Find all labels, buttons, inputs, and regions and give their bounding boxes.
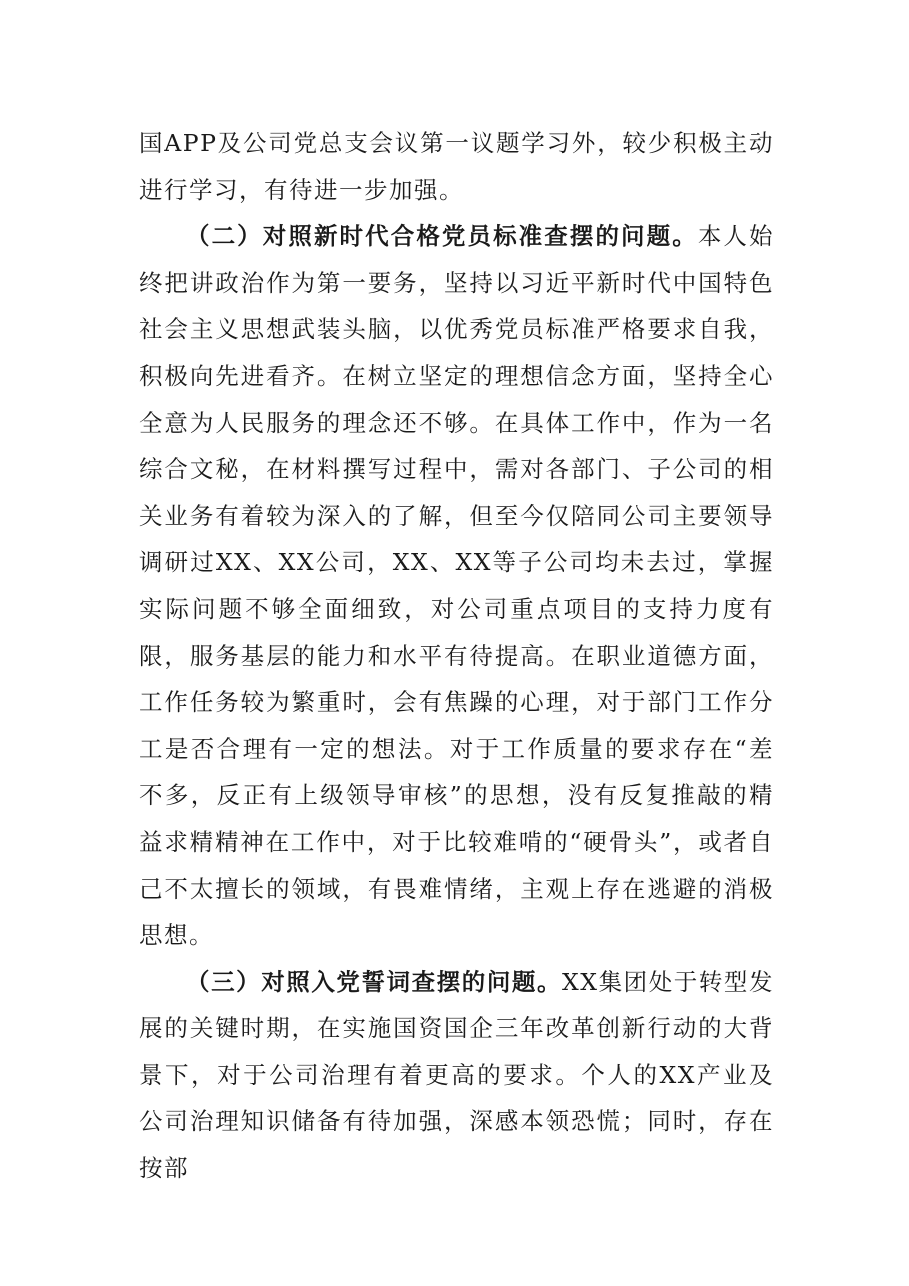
section-heading: （二）对照新时代合格党员标准查摆的问题。 — [186, 222, 698, 251]
paragraph-section-2 — [139, 213, 774, 959]
paragraph-continuation — [139, 120, 774, 213]
document-body — [139, 120, 774, 1192]
paragraph-text: XX集团处于转型发展的关键时期，在实施国资国企三年改革创新行动的大背景下，对于公司治理有着更高的要求。个人的XX产业及公司治理知识储备有待加强，深感本领恐慌；同时，存在按部 — [139, 967, 774, 1183]
paragraph-text: 本人始终把讲政治作为第一要务，坚持以习近平新时代中国特色社会主义思想武装头脑，以优秀党员标准严格要求自我，积极向先进看齐。在树立坚定的理想信念方面，坚持全心全意为人民服务的理念还不够。在具体工作中，作为一名综合文秘，在材料撰写过程中，需对各部门、子公司的相关业务有着较为深入的了解，但至今仅陪同公司主要领导调研过XX、XX公司，XX、XX等子公司均未去过，掌握实际问题不够全面细致，对公司重点项目的支持力度有限，服务基层的能力和水平有待提高。在职业道德方面，工作任务较为繁重时，会有焦躁的心理，对于部门工作分工是否合理有一定的想法。对于工作质量的要求存在“差不多，反正有上级领导审核”的思想，没有反复推敲的精益求精精神在工作中，对于比较难啃的“硬骨头”，或者自己不太擅长的领域，有畏难情绪，主观上存在逃避的消极思想。 — [139, 222, 775, 950]
paragraph-section-3 — [139, 959, 774, 1192]
paragraph-text: 国APP及公司党总支会议第一议题学习外，较少积极主动进行学习，有待进一步加强。 — [139, 129, 774, 204]
section-heading: （三）对照入党誓词查摆的问题。 — [186, 967, 563, 996]
